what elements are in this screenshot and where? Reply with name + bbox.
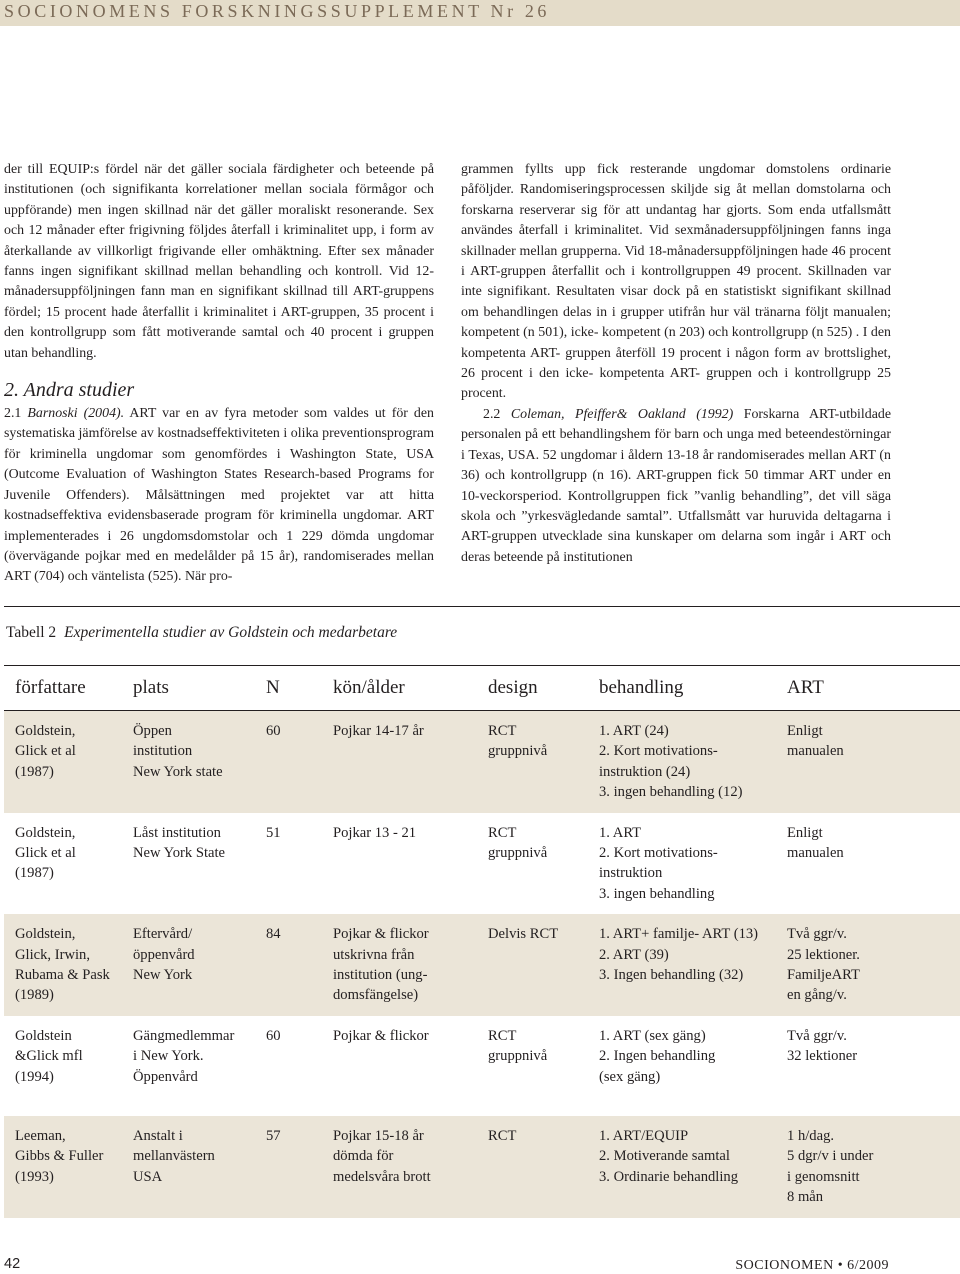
cell-line: (1987) bbox=[15, 865, 54, 882]
cell-line: (1987) bbox=[15, 763, 54, 780]
cell-line: Pojkar 14-17 år bbox=[333, 723, 424, 739]
subsection-reference: Barnoski (2004). bbox=[27, 406, 125, 422]
cell-line: 3. ingen behandling (12) bbox=[599, 784, 743, 801]
table-cell bbox=[588, 1016, 776, 1116]
cell-line: (sex gäng) bbox=[599, 1068, 661, 1085]
table-cell bbox=[776, 1016, 960, 1116]
table-cell bbox=[4, 813, 122, 915]
right-paragraph-1: grammen fyllts upp fick resterande ungdomar domstolens ordinarie påföljder. Randomiseringsprocessen skiljde sig åt mellan domstolarna och forskarna reserverar sig för att undantag har gjorts. Som enda utfallsmått användes återfall i kriminalitet. Vid sexmånadersuppföljningen fanns inga skillnader mellan grupperna. Vid 18-månadersuppföljningen hade 46 procent i ART-gruppen återfallit och i kontrollgruppen 49 procent. Skillnaden var inte signifikant. Resultaten visar dock på en statistiskt signifikant skillnad om behandlingen delas in i grupper utifrån hur väl tränarna följt manualen; kompetent (n 501), icke- kompetent (n 203) och kontrollgrupp (n 525) . I den kompetenta ART- gruppen återföll 19 procent i någon form av brottslighet, 26 procent i den icke- kompetenta ART- gruppen och i kontrollgrupp 25 procent. bbox=[461, 162, 891, 402]
cell-line: dömda för bbox=[333, 1148, 394, 1165]
cell-line: 8 mån bbox=[787, 1189, 824, 1206]
table-cell bbox=[4, 1116, 122, 1218]
cell-line: Rubama & Pask bbox=[15, 967, 110, 984]
table-cell bbox=[255, 1116, 322, 1218]
cell-line: manualen bbox=[787, 743, 844, 760]
cell-line: Glick et al bbox=[15, 743, 76, 760]
table-cell bbox=[776, 914, 960, 1016]
cell-line: 3. ingen behandling bbox=[599, 885, 715, 902]
running-head: SOCIONOMENS FORSKNINGSSUPPLEMENT Nr 26 bbox=[4, 1, 551, 21]
subsection-number: 2.1 bbox=[4, 406, 22, 422]
cell-line: Goldstein, bbox=[15, 723, 76, 739]
cell-line: Glick et al bbox=[15, 845, 76, 862]
table-cell bbox=[322, 914, 477, 1016]
right-column bbox=[461, 160, 891, 568]
table-header-row bbox=[4, 666, 960, 711]
cell-line: 2. Ingen behandling bbox=[599, 1048, 716, 1065]
cell-line: Anstalt i bbox=[133, 1127, 183, 1144]
cell-line: 1 h/dag. bbox=[787, 1127, 835, 1144]
section-heading: 2. Andra studier bbox=[4, 379, 135, 402]
table-cell bbox=[322, 711, 477, 813]
cell-line: manualen bbox=[787, 845, 844, 862]
table-row bbox=[4, 711, 960, 813]
table-cell bbox=[588, 711, 776, 813]
cell-line: USA bbox=[133, 1168, 163, 1185]
cell-line: Goldstein bbox=[15, 1027, 72, 1044]
cell-line: 1. ART bbox=[599, 824, 642, 841]
cell-line: 32 lektioner bbox=[787, 1048, 858, 1065]
cell-line: medelsvåra brott bbox=[333, 1168, 431, 1185]
table-cell bbox=[122, 1016, 255, 1116]
cell-line: RCT bbox=[488, 1127, 517, 1144]
cell-line: Pojkar 13 - 21 bbox=[333, 824, 417, 841]
cell-line: 5 dgr/v i under bbox=[787, 1148, 874, 1165]
cell-line: Öppenvård bbox=[133, 1068, 198, 1085]
cell-line: Pojkar 15-18 år bbox=[333, 1127, 424, 1144]
column-header: ART bbox=[776, 666, 960, 711]
cell-line: en gång/v. bbox=[787, 987, 847, 1004]
table-body bbox=[4, 711, 960, 1218]
table-cell bbox=[322, 1116, 477, 1218]
cell-line: Leeman, bbox=[15, 1127, 66, 1144]
cell-line: Glick, Irwin, bbox=[15, 946, 90, 963]
section-divider bbox=[4, 606, 960, 607]
cell-line: 57 bbox=[266, 1127, 281, 1144]
right-paragraph-2-body: Forskarna ART-utbildade personalen på ett behandlingshem för barn och unga med beteendestörningar i Texas, USA. 52 ungdomar i åldern 13-18 år randomiserades mellan ART (n 36) och kontrollgrupp (n 16). ART-gruppen fick 50 timmar ART under en 10-veckorsperiod. Kontrollgruppen fick ”vanlig behandling”, det vill säga skola och ”yrkesvägledande samtal”. Utfallsmått var huruvida deltagarna i ART-gruppen utvecklade sina kunskaper om delarna som ingår i ART och deras beteende på institutionen bbox=[461, 406, 891, 565]
cell-line: Pojkar & flickor bbox=[333, 1027, 429, 1044]
table-cell bbox=[122, 1116, 255, 1218]
cell-line: 1. ART+ familje- ART (13) bbox=[599, 926, 759, 943]
cell-line: Enligt bbox=[787, 824, 823, 841]
journal-footer: SOCIONOMEN • 6/2009 bbox=[735, 1258, 889, 1273]
table-row bbox=[4, 1016, 960, 1116]
cell-line: 2. ART (39) bbox=[599, 946, 669, 963]
cell-line: (1989) bbox=[15, 987, 54, 1004]
left-paragraph-1: der till EQUIP:s fördel när det gäller sociala färdigheter och beteende på institutionen (och signifikanta korrelationer mellan sociala förmågor och uppförande) men ingen skillnad när det gäller moraliskt resonerande. Sex och 12 månader efter frigivning följdes återfall i kriminalitet upp, i form av återkallande av villkorligt frigivande eller omhäktning. Efter sex månader fanns ingen signifikant skillnad mellan behandling och kontroll. Vid 12-månadersuppföljningen fann man en signifikant skillnad till ART-gruppens fördel; 15 procent hade återfallit i kriminalitet i ART-gruppen, 35 procent i den kontrollgrupp som fått motiverande samtal och 40 procent i gruppen utan behandling. bbox=[4, 162, 434, 361]
table-cell bbox=[322, 813, 477, 915]
table-cell bbox=[477, 914, 588, 1016]
table-cell bbox=[255, 813, 322, 915]
table-cell bbox=[477, 711, 588, 813]
cell-line: gruppnivå bbox=[488, 1048, 548, 1065]
table-cell bbox=[122, 813, 255, 915]
cell-line: domsfängelse) bbox=[333, 987, 419, 1004]
cell-line: 3. Ingen behandling (32) bbox=[599, 967, 744, 984]
left-paragraph-2 bbox=[4, 404, 434, 588]
cell-line: 2. Kort motivations- bbox=[599, 845, 718, 862]
cell-line: New York bbox=[133, 967, 193, 984]
cell-line: FamiljeART bbox=[787, 967, 860, 984]
table-cell bbox=[776, 711, 960, 813]
left-column bbox=[4, 160, 434, 588]
cell-line: Två ggr/v. bbox=[787, 926, 847, 943]
cell-line: RCT bbox=[488, 824, 517, 841]
table-cell bbox=[776, 813, 960, 915]
cell-line: institution bbox=[133, 743, 193, 760]
right-paragraph-2 bbox=[461, 405, 891, 568]
page-number: 42 bbox=[4, 1256, 21, 1272]
table-cell bbox=[255, 1016, 322, 1116]
cell-line: institution (ung- bbox=[333, 967, 428, 984]
cell-line: 2. Motiverande samtal bbox=[599, 1148, 730, 1165]
cell-line: 60 bbox=[266, 723, 281, 739]
cell-line: mellanvästern bbox=[133, 1148, 215, 1165]
cell-line: utskrivna från bbox=[333, 946, 415, 963]
subsection-number: 2.2 bbox=[483, 406, 501, 422]
column-header: kön/ålder bbox=[322, 666, 477, 711]
cell-line: &Glick mfl bbox=[15, 1048, 83, 1065]
cell-line: Eftervård/ bbox=[133, 926, 193, 943]
table-cell bbox=[477, 1116, 588, 1218]
cell-line: Gibbs & Fuller bbox=[15, 1148, 104, 1165]
table-cell bbox=[776, 1116, 960, 1218]
cell-line: gruppnivå bbox=[488, 743, 548, 760]
table-cell bbox=[122, 711, 255, 813]
cell-line: 25 lektioner. bbox=[787, 946, 860, 963]
table-cell bbox=[588, 1116, 776, 1218]
cell-line: Goldstein, bbox=[15, 926, 76, 943]
table-cell bbox=[588, 914, 776, 1016]
column-header: N bbox=[255, 666, 322, 711]
column-header: plats bbox=[122, 666, 255, 711]
column-header: behandling bbox=[588, 666, 776, 711]
cell-line: 51 bbox=[266, 824, 281, 841]
cell-line: instruktion (24) bbox=[599, 763, 691, 780]
table-cell bbox=[477, 1016, 588, 1116]
left-paragraph-2-body: ART var en av fyra metoder som valdes ut för den systematiska jämförelse av kostnadseffektiviteten i olika preventionsprogram för kriminella ungdomar som genomfördes i Washington State, USA (Outcome Evaluation of Washington States Research-based Programs for Juvenile Offenders). Målsättningen med projektet var att hitta kostnadseffektiva evidensbaserade program för kriminella ungdomar. ART implementerades i 26 ungdomsdomstolar och 1 229 dömda ungdomar (övervägande pojkar med en medelålder på 15 år), randomiserades mellan ART (704) och väntelista (525). När pro- bbox=[4, 406, 434, 585]
cell-line: 60 bbox=[266, 1027, 281, 1044]
table-cell bbox=[122, 914, 255, 1016]
table-cell bbox=[588, 813, 776, 915]
subsection-reference: Coleman, Pfeiffer& Oakland (1992) bbox=[510, 406, 734, 422]
cell-line: i genomsnitt bbox=[787, 1168, 860, 1185]
table-row bbox=[4, 813, 960, 915]
cell-line: Öppen bbox=[133, 723, 172, 739]
table-label: Tabell 2 bbox=[6, 624, 57, 641]
cell-line: (1993) bbox=[15, 1168, 54, 1185]
cell-line: Låst institution bbox=[133, 824, 221, 841]
cell-line: RCT bbox=[488, 723, 517, 739]
cell-line: gruppnivå bbox=[488, 845, 548, 862]
cell-line: Delvis RCT bbox=[488, 926, 559, 943]
table-cell bbox=[4, 1016, 122, 1116]
table-cell bbox=[322, 1016, 477, 1116]
column-header: författare bbox=[4, 666, 122, 711]
cell-line: 3. Ordinarie behandling bbox=[599, 1168, 739, 1185]
cell-line: RCT bbox=[488, 1027, 517, 1044]
cell-line: Goldstein, bbox=[15, 824, 76, 841]
cell-line: Två ggr/v. bbox=[787, 1027, 847, 1044]
cell-line: öppenvård bbox=[133, 946, 195, 963]
cell-line: New York state bbox=[133, 763, 223, 780]
cell-line: 1. ART (sex gäng) bbox=[599, 1027, 706, 1044]
table-caption bbox=[6, 624, 397, 642]
cell-line: 1. ART/EQUIP bbox=[599, 1127, 689, 1144]
table-row bbox=[4, 1116, 960, 1218]
cell-line: instruktion bbox=[599, 865, 663, 882]
cell-line: Pojkar & flickor bbox=[333, 926, 429, 943]
table-caption-text: Experimentella studier av Goldstein och medarbetare bbox=[64, 624, 398, 641]
cell-line: New York State bbox=[133, 845, 226, 862]
cell-line: 84 bbox=[266, 926, 281, 943]
cell-line: (1994) bbox=[15, 1068, 54, 1085]
table-cell bbox=[4, 711, 122, 813]
cell-line: Gängmedlemmar bbox=[133, 1027, 235, 1044]
studies-table bbox=[4, 665, 960, 1218]
table-cell bbox=[255, 711, 322, 813]
cell-line: 2. Kort motivations- bbox=[599, 743, 718, 760]
table-row bbox=[4, 914, 960, 1016]
table-cell bbox=[477, 813, 588, 915]
column-header: design bbox=[477, 666, 588, 711]
table-cell bbox=[4, 914, 122, 1016]
cell-line: i New York. bbox=[133, 1048, 204, 1065]
cell-line: Enligt bbox=[787, 723, 823, 739]
cell-line: 1. ART (24) bbox=[599, 723, 669, 739]
table-cell bbox=[255, 914, 322, 1016]
